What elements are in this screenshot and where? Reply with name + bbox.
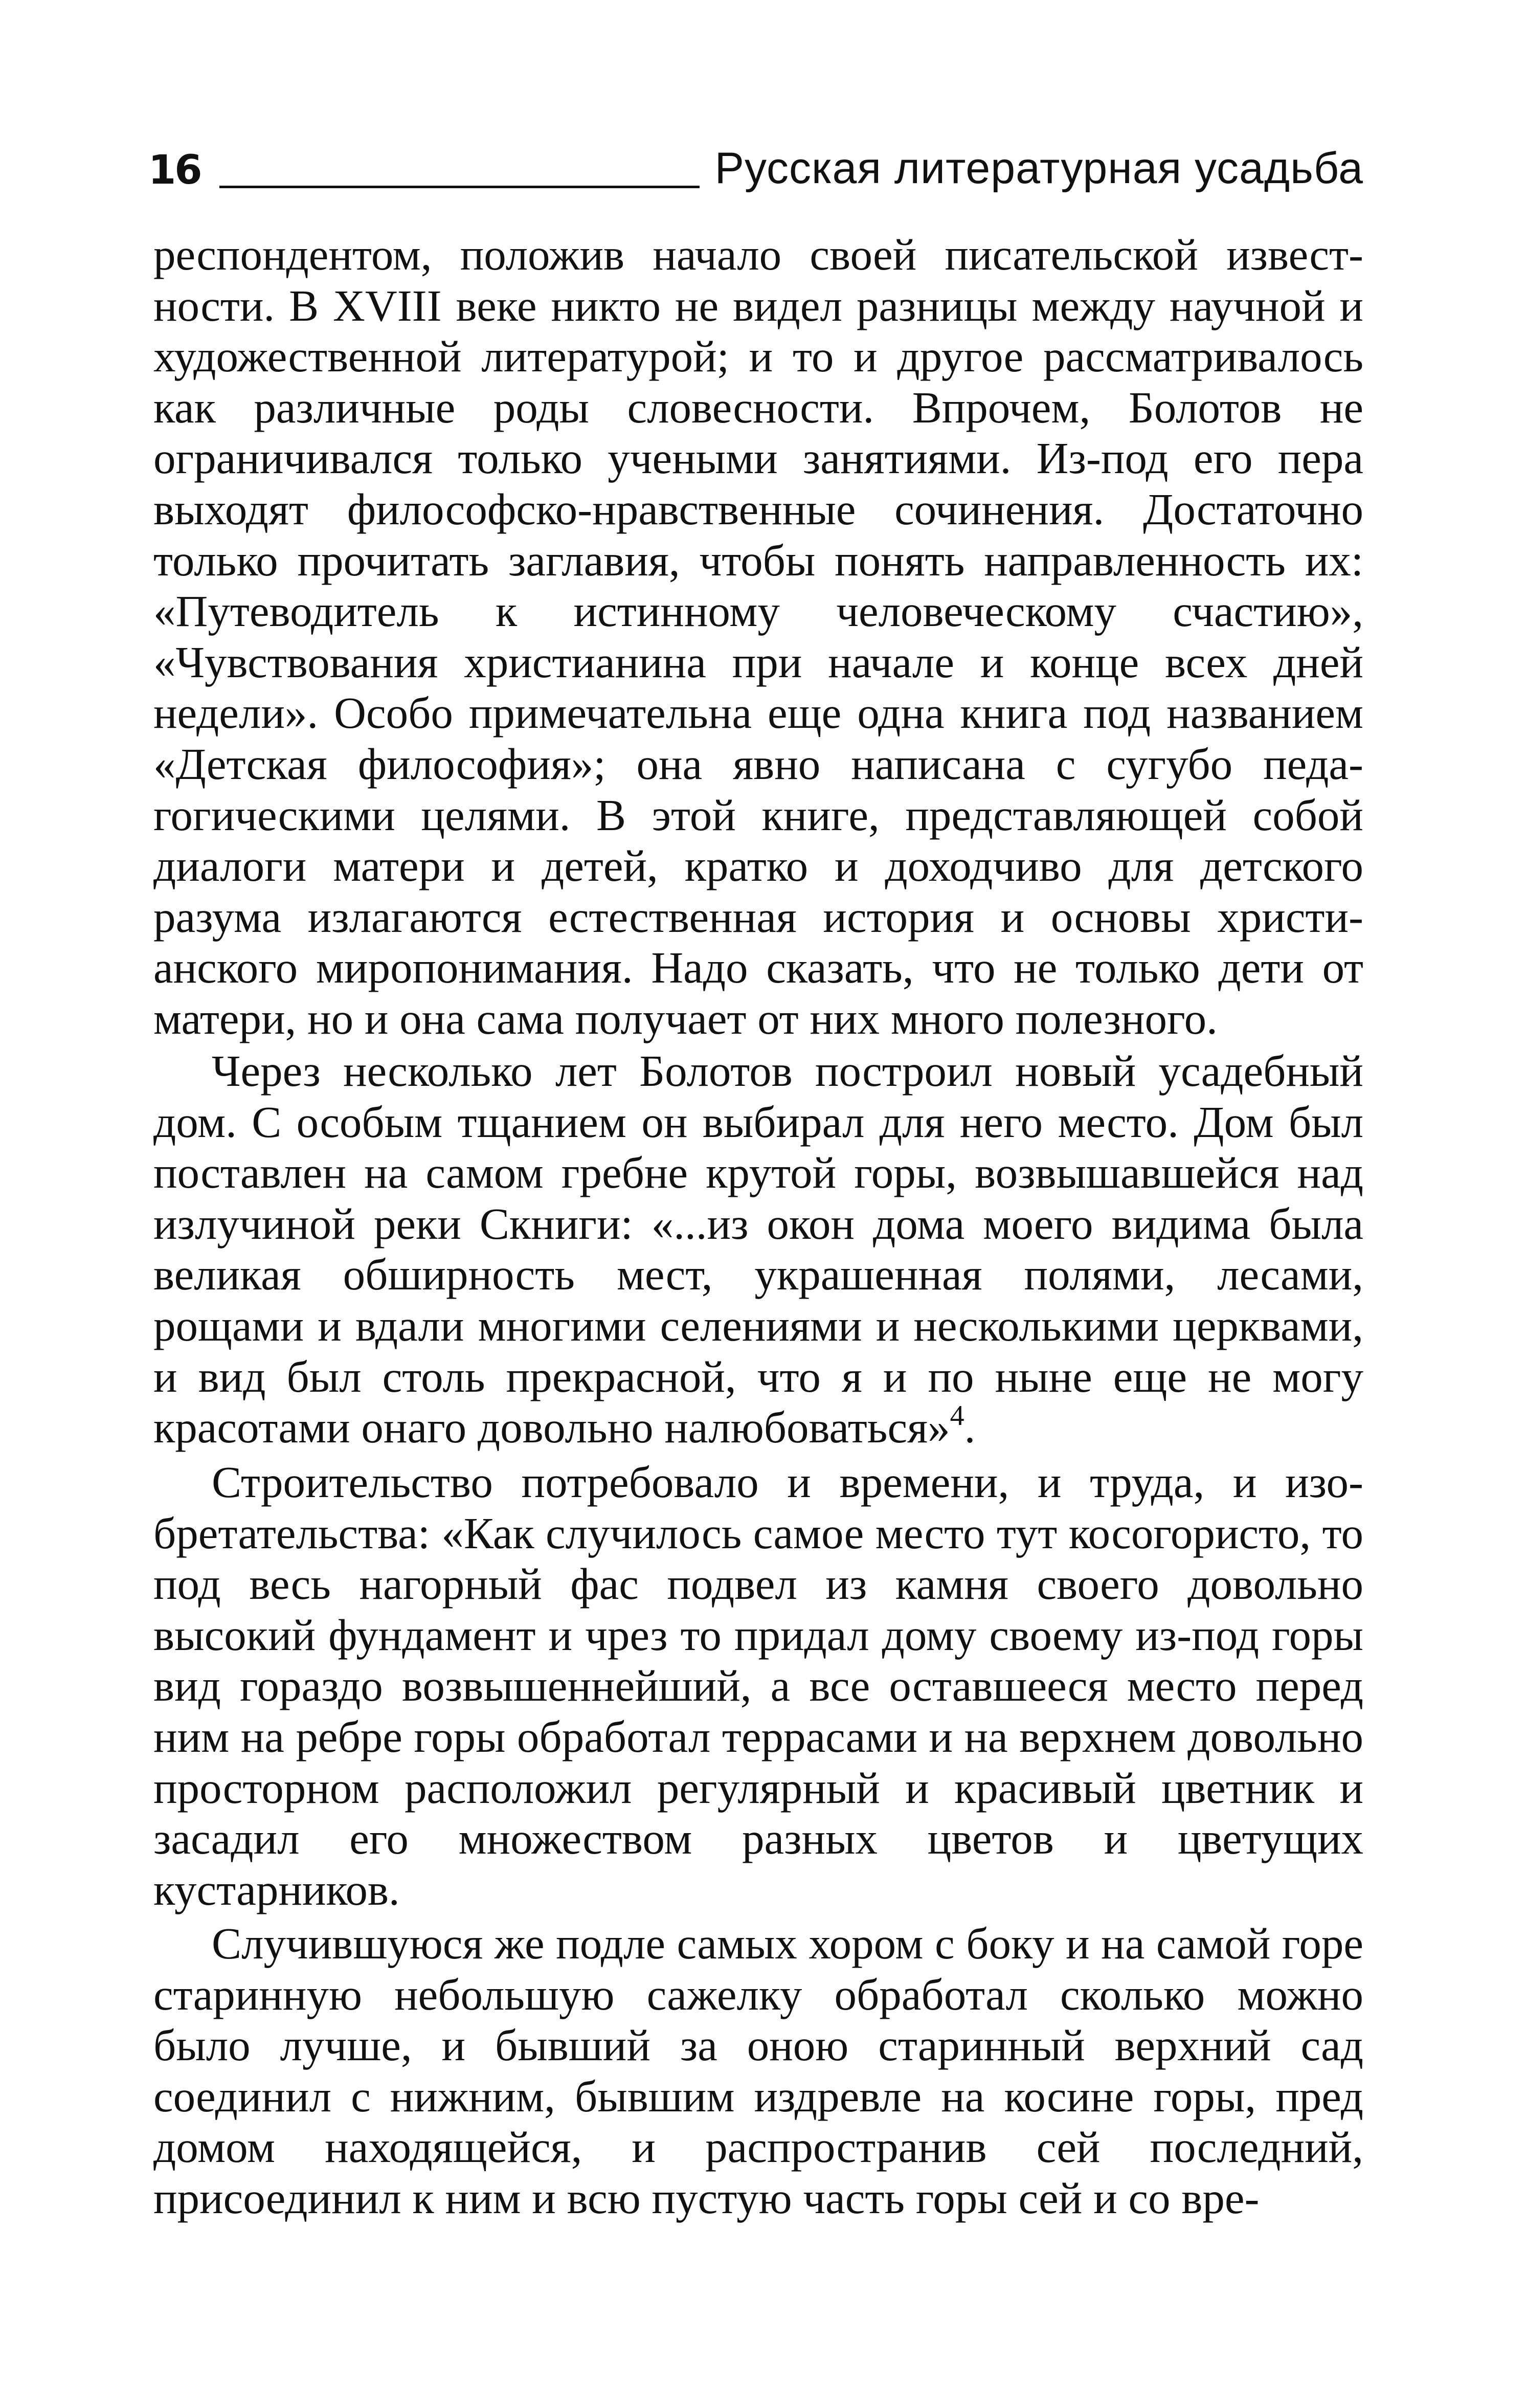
paragraph-construction: Строительство потребовало и времени, и труда, и изобретательства: «Как случилось самое место тут косогористо, то под весь нагорный фас подвел из камня своего довольно высокий фундамент и чрез то придал дому своему из-под горы вид гораздо возвышеннейший, а все оставшееся место перед ним на ребре горы обработал террасами и на верхнем довольно просторном расположил регулярный и красивый цветник и засадил его множеством разных цветов и цветущих кустарников. [153,1457,1363,1914]
paragraph-bolotov-house [153,1045,1363,1453]
paragraph-bolotov-house-end: . [964,1402,976,1453]
running-title: Русская литературная усадьба [714,144,1363,193]
paragraph-bolotov-house-text: Через несколько лет Болотов построил новый усадебный дом. С особым тщанием он выбирал для него место. Дом был поставлен на самом гребне крутой горы, возвышавшейся над излучиной реки Скниги: «...из окон дома моего видима была великая обширность мест, украшенная полями, лесами, рощами и вдали многими селениями и несколькими церквами, и вид был столь прекрасной, что я и по ныне еще не могу красотами онаго довольно налюбоваться» [153,1046,1363,1453]
running-header [148,134,1363,193]
footnote-marker: 4 [950,1400,964,1432]
paragraph-intro: респондентом, положив начало своей писательской известности. В XVIII веке никто не видел разницы между научной и художественной литературой; и то и другое рассматривалось как различные роды словесности. Впрочем, Болотов не ограничивался только учеными занятиями. Из-под его пера выходят философско-нравственные сочинения. Достаточно только прочитать заглавия, чтобы понять направленность их: «Путеводитель к истинному человеческому счастию», «Чувствования христианина при начале и конце всех дней недели». Особо примечательна еще одна книга под названием «Детская философия»; она явно написана с сугубо педагогическими целями. В этой книге, представляющей собой диалоги матери и детей, кратко и доходчиво для детского разума излагаются естественная история и основы христианского миропонимания. Надо сказать, что не только дети от матери, но и она сама получает от них много полезного. [153,230,1363,1043]
page-number: 16 [148,147,201,193]
paragraph-garden: Случившуюся же подле самых хором с боку и на самой горе старинную небольшую сажелку обработал сколько можно было лучше, и бывший за оною старинный верхний сад соединил с нижним, бывшим издревле на косине горы, пред домом находящейся, и распространив сей последний, присоединил к ним и всю пустую часть горы сей и со вре- [153,1919,1363,2223]
header-rule [219,186,700,188]
